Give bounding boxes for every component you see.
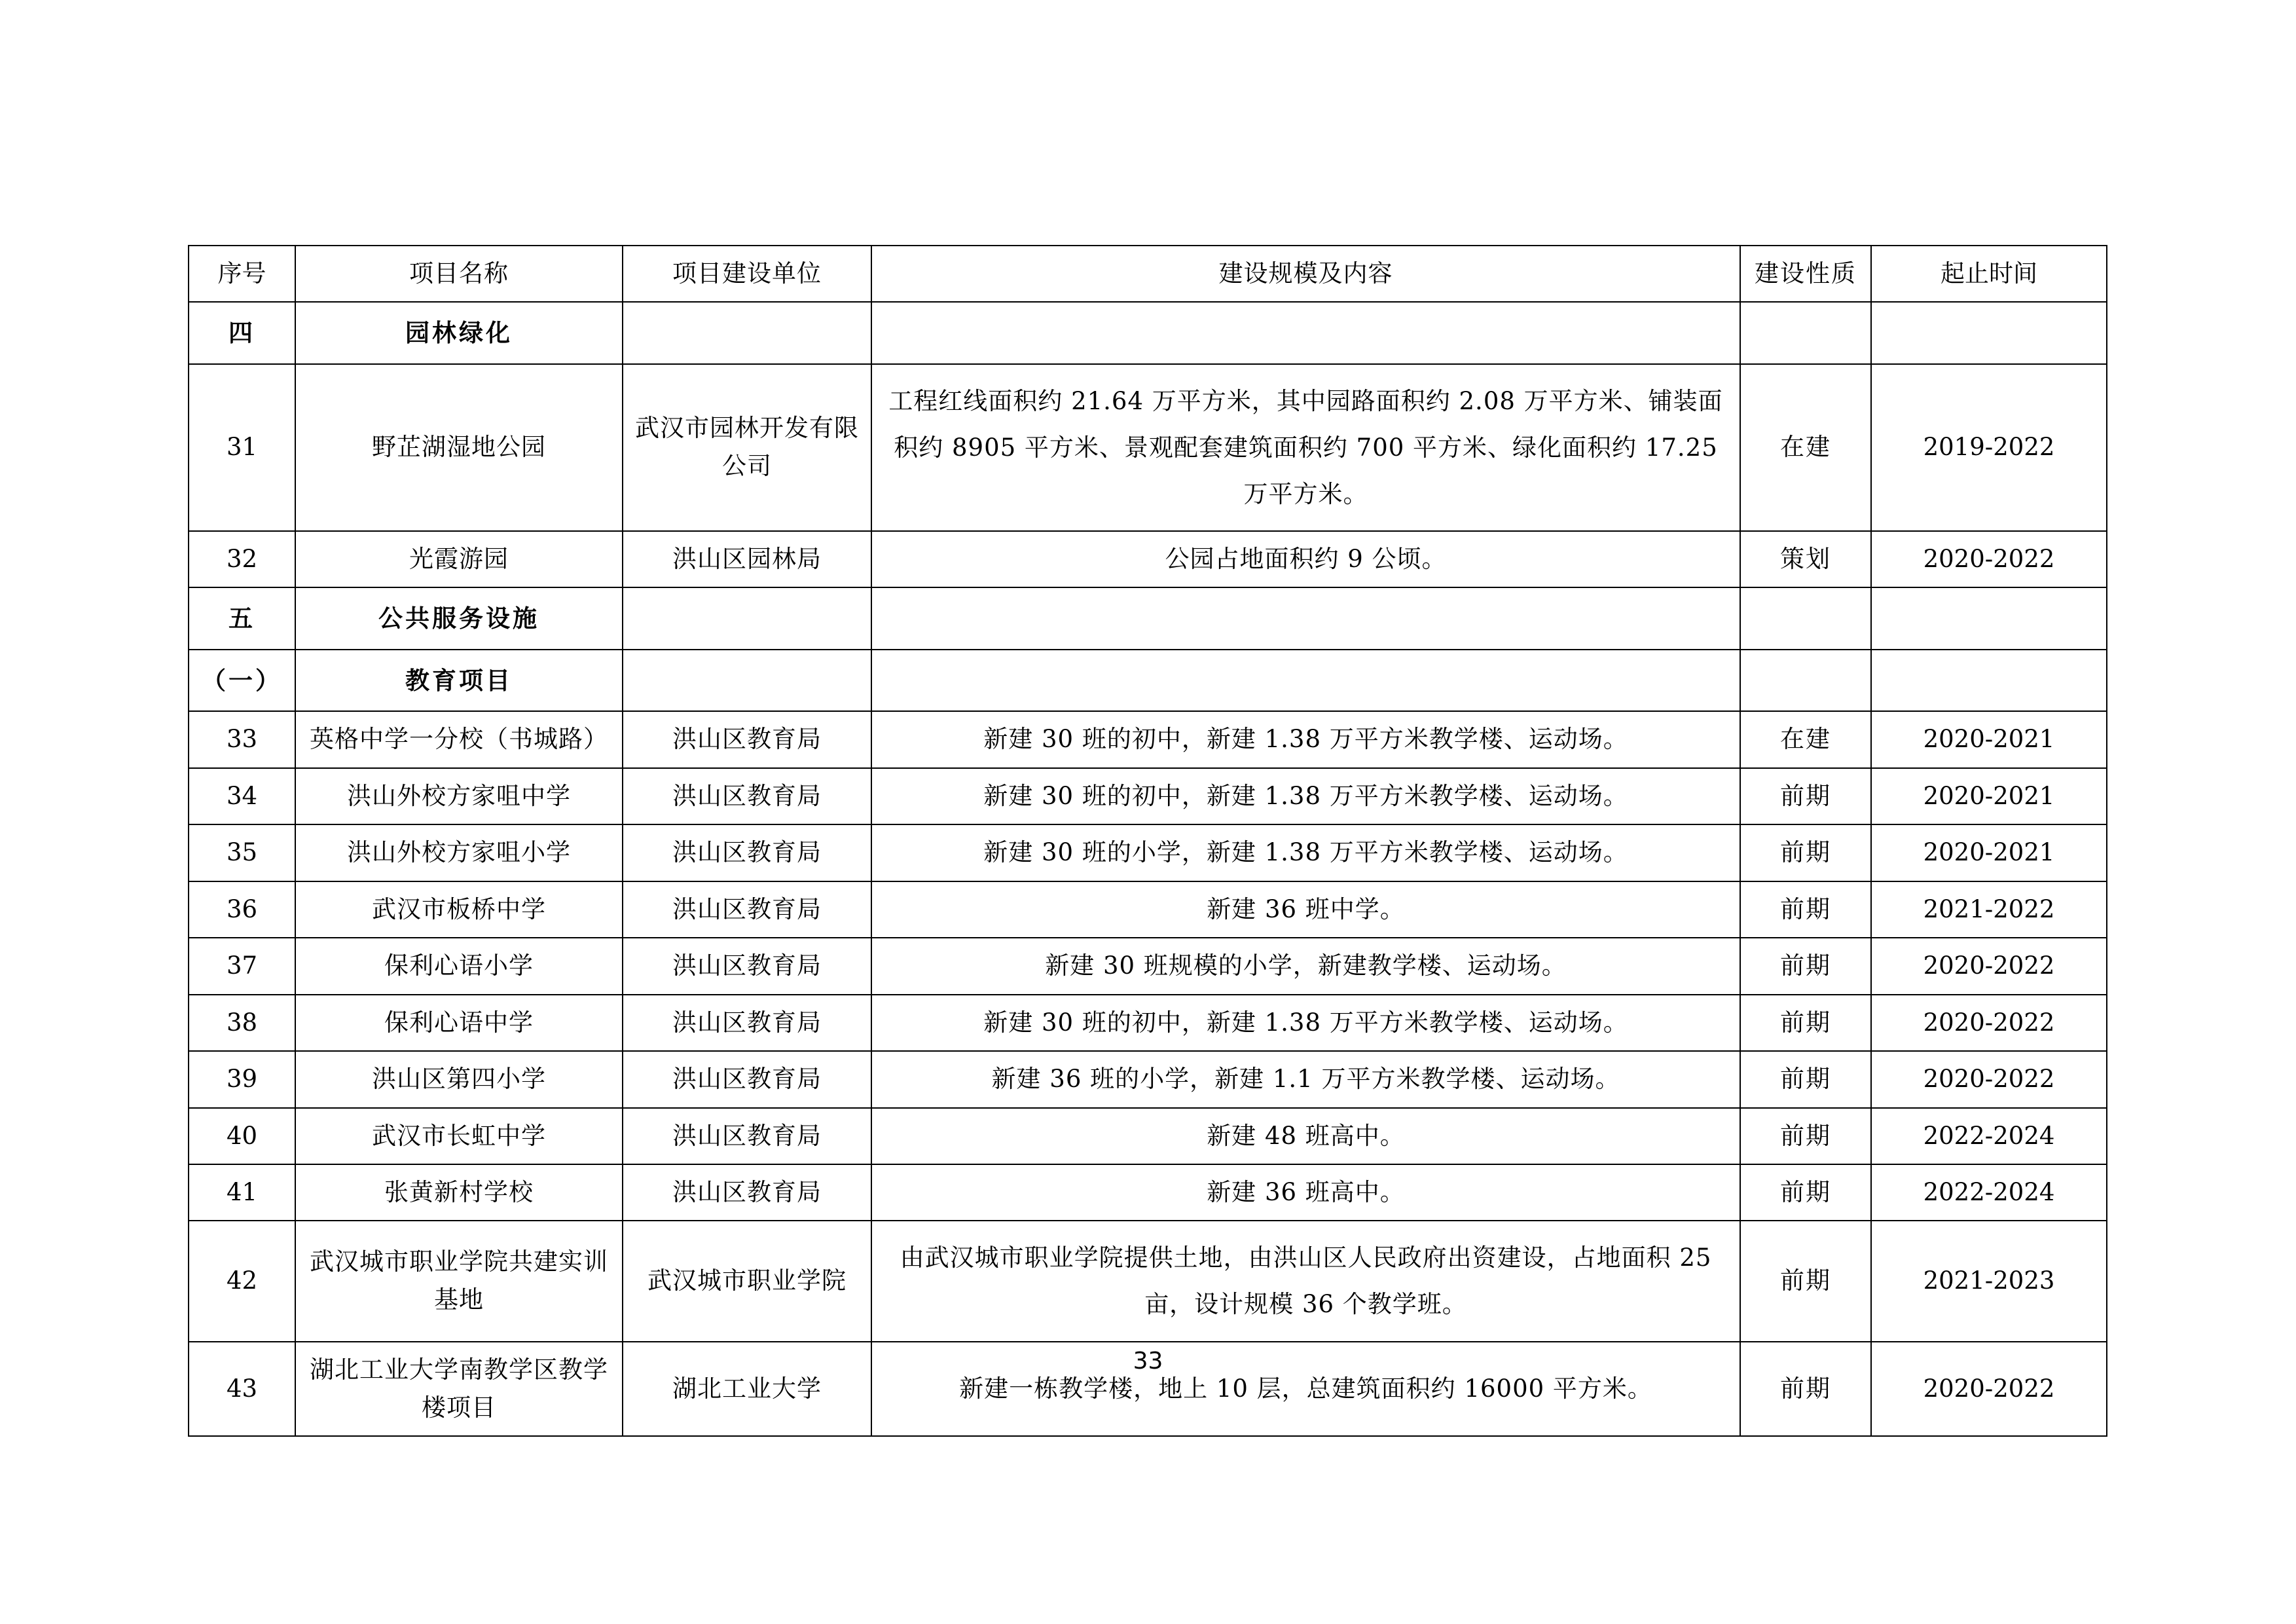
cell-time-range: 2019-2022 [1871,364,2107,531]
table-row [189,587,2107,649]
cell-project-name: 武汉城市职业学院共建实训基地 [295,1221,623,1341]
cell-construction-nature: 前期 [1740,995,1871,1051]
table-row [189,1108,2107,1164]
table-row [189,711,2107,767]
cell-project-name: 武汉市长虹中学 [295,1108,623,1164]
cell-construction-unit: 洪山区教育局 [623,1051,871,1107]
cell-time-range: 2020-2022 [1871,938,2107,994]
cell-seq: 32 [189,531,295,587]
cell-construction-nature [1740,650,1871,711]
construction-plan-table [188,245,2107,1437]
cell-construction-unit: 洪山区教育局 [623,711,871,767]
cell-project-name: 湖北工业大学南教学区教学楼项目 [295,1342,623,1437]
cell-construction-nature [1740,302,1871,363]
cell-time-range [1871,587,2107,649]
table-row [189,938,2107,994]
cell-scale-content: 新建 30 班的小学，新建 1.38 万平方米教学楼、运动场。 [871,824,1740,881]
table-header [189,246,2107,302]
cell-time-range [1871,650,2107,711]
cell-project-name: 张黄新村学校 [295,1164,623,1221]
cell-construction-unit: 湖北工业大学 [623,1342,871,1437]
cell-construction-unit [623,650,871,711]
cell-construction-nature: 在建 [1740,711,1871,767]
cell-time-range [1871,302,2107,363]
cell-construction-unit: 武汉市园林开发有限公司 [623,364,871,531]
cell-construction-unit: 洪山区园林局 [623,531,871,587]
page-number: 33 [1133,1348,1163,1375]
cell-project-name: 洪山外校方家咀小学 [295,824,623,881]
cell-construction-nature: 前期 [1740,1221,1871,1341]
table-row [189,302,2107,363]
cell-project-name: 野芷湖湿地公园 [295,364,623,531]
cell-scale-content: 由武汉城市职业学院提供土地，由洪山区人民政府出资建设，占地面积 25 亩，设计规模 36 个教学班。 [871,1221,1740,1341]
column-header-construction-unit: 项目建设单位 [623,246,871,302]
cell-construction-nature: 前期 [1740,768,1871,824]
cell-construction-nature: 前期 [1740,824,1871,881]
cell-construction-unit: 洪山区教育局 [623,881,871,938]
cell-seq: （一） [189,650,295,711]
cell-scale-content: 新建 30 班的初中，新建 1.38 万平方米教学楼、运动场。 [871,711,1740,767]
cell-seq: 42 [189,1221,295,1341]
cell-time-range: 2022-2024 [1871,1164,2107,1221]
cell-project-name: 园林绿化 [295,302,623,363]
table-row [189,650,2107,711]
cell-seq: 41 [189,1164,295,1221]
cell-project-name: 英格中学一分校（书城路） [295,711,623,767]
table-row [189,531,2107,587]
cell-seq: 40 [189,1108,295,1164]
cell-time-range: 2020-2021 [1871,711,2107,767]
cell-scale-content: 新建一栋教学楼，地上 10 层，总建筑面积约 16000 平方米。 [871,1342,1740,1437]
table-row [189,1221,2107,1341]
cell-seq: 37 [189,938,295,994]
cell-project-name: 保利心语中学 [295,995,623,1051]
cell-seq: 33 [189,711,295,767]
cell-scale-content: 公园占地面积约 9 公顷。 [871,531,1740,587]
column-header-scale-content: 建设规模及内容 [871,246,1740,302]
cell-time-range: 2020-2022 [1871,995,2107,1051]
cell-construction-unit: 洪山区教育局 [623,938,871,994]
column-header-time-range: 起止时间 [1871,246,2107,302]
cell-construction-nature: 前期 [1740,938,1871,994]
cell-project-name: 光霞游园 [295,531,623,587]
cell-seq: 四 [189,302,295,363]
cell-construction-nature: 前期 [1740,1108,1871,1164]
cell-project-name: 公共服务设施 [295,587,623,649]
table-body [189,302,2107,1436]
cell-project-name: 教育项目 [295,650,623,711]
cell-time-range: 2020-2022 [1871,1051,2107,1107]
cell-construction-nature: 前期 [1740,881,1871,938]
cell-construction-nature: 前期 [1740,1164,1871,1221]
table-row [189,1164,2107,1221]
cell-construction-nature: 策划 [1740,531,1871,587]
cell-project-name: 洪山外校方家咀中学 [295,768,623,824]
column-header-construction-nature: 建设性质 [1740,246,1871,302]
cell-seq: 43 [189,1342,295,1437]
cell-scale-content: 新建 30 班规模的小学，新建教学楼、运动场。 [871,938,1740,994]
cell-time-range: 2020-2022 [1871,1342,2107,1437]
table-row [189,768,2107,824]
column-header-seq: 序号 [189,246,295,302]
cell-seq: 39 [189,1051,295,1107]
cell-scale-content [871,302,1740,363]
table-row [189,824,2107,881]
cell-scale-content: 新建 36 班高中。 [871,1164,1740,1221]
cell-construction-unit: 洪山区教育局 [623,1164,871,1221]
cell-construction-nature: 在建 [1740,364,1871,531]
table-row [189,881,2107,938]
table-row [189,995,2107,1051]
cell-construction-unit [623,587,871,649]
cell-construction-unit: 洪山区教育局 [623,824,871,881]
cell-project-name: 武汉市板桥中学 [295,881,623,938]
cell-seq: 五 [189,587,295,649]
cell-scale-content [871,587,1740,649]
cell-construction-unit: 洪山区教育局 [623,995,871,1051]
cell-seq: 31 [189,364,295,531]
cell-scale-content: 新建 30 班的初中，新建 1.38 万平方米教学楼、运动场。 [871,768,1740,824]
cell-scale-content: 新建 48 班高中。 [871,1108,1740,1164]
cell-seq: 36 [189,881,295,938]
cell-construction-nature: 前期 [1740,1342,1871,1437]
cell-construction-nature: 前期 [1740,1051,1871,1107]
cell-seq: 38 [189,995,295,1051]
cell-time-range: 2020-2022 [1871,531,2107,587]
table-row [189,1051,2107,1107]
cell-time-range: 2020-2021 [1871,768,2107,824]
cell-construction-unit [623,302,871,363]
cell-time-range: 2022-2024 [1871,1108,2107,1164]
cell-time-range: 2020-2021 [1871,824,2107,881]
cell-construction-nature [1740,587,1871,649]
cell-construction-unit: 洪山区教育局 [623,768,871,824]
cell-time-range: 2021-2023 [1871,1221,2107,1341]
cell-time-range: 2021-2022 [1871,881,2107,938]
table-header-row [189,246,2107,302]
cell-construction-unit: 洪山区教育局 [623,1108,871,1164]
cell-seq: 34 [189,768,295,824]
table-row [189,364,2107,531]
cell-scale-content: 新建 30 班的初中，新建 1.38 万平方米教学楼、运动场。 [871,995,1740,1051]
cell-scale-content [871,650,1740,711]
cell-scale-content: 新建 36 班的小学，新建 1.1 万平方米教学楼、运动场。 [871,1051,1740,1107]
cell-project-name: 保利心语小学 [295,938,623,994]
cell-scale-content: 新建 36 班中学。 [871,881,1740,938]
cell-project-name: 洪山区第四小学 [295,1051,623,1107]
plan-table-wrapper [188,245,2106,1437]
cell-construction-unit: 武汉城市职业学院 [623,1221,871,1341]
column-header-project-name: 项目名称 [295,246,623,302]
cell-seq: 35 [189,824,295,881]
cell-scale-content: 工程红线面积约 21.64 万平方米，其中园路面积约 2.08 万平方米、铺装面积约 8905 平方米、景观配套建筑面积约 700 平方米、绿化面积约 17.25 万平方米。 [871,364,1740,531]
